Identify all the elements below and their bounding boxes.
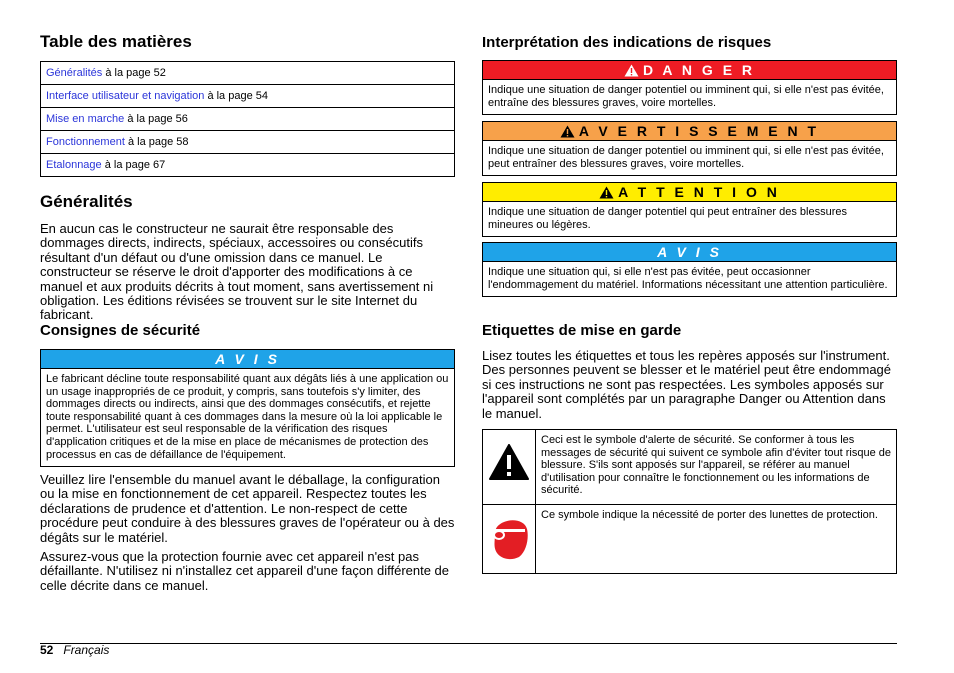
- notice-box: [482, 242, 897, 297]
- toc-row: [41, 131, 455, 154]
- toc-row: [41, 62, 455, 85]
- toc-page: à la page 54: [207, 90, 268, 102]
- symbol-glasses-text: Ce symbole indique la nécessité de porter des lunettes de protection.: [536, 505, 897, 574]
- toc-link-etalonnage[interactable]: Etalonnage: [46, 159, 102, 171]
- notice-text: Indique une situation qui, si elle n'est pas évitée, peut occasionner l'endommagement du matériel. Informations nécessitant une attention particulière.: [488, 266, 888, 291]
- toc-page: à la page 56: [127, 113, 188, 125]
- symbol-row: [483, 505, 897, 574]
- footer-language: Français: [63, 643, 110, 657]
- consignes-avis-box: [40, 349, 455, 467]
- toc-row: [41, 154, 455, 177]
- consignes-para-2: Assurez-vous que la protection fournie avec cet appareil n'est pas défaillante. N'utilisez ni n'installez cet appareil d'une façon différente de celle décrite dans ce manuel.: [40, 549, 450, 593]
- page-number: 52: [40, 643, 54, 657]
- footer-divider: [40, 643, 897, 644]
- warning-triangle-icon: [599, 186, 614, 199]
- symbol-row: [483, 430, 897, 505]
- warning-box: [482, 121, 897, 176]
- toc-page: à la page 58: [127, 136, 189, 148]
- risques-title: Interprétation des indications de risques: [482, 34, 772, 51]
- toc-link-generalites[interactable]: Généralités: [46, 67, 103, 79]
- toc-page: à la page 67: [104, 159, 166, 171]
- avis-header: A V I S: [41, 350, 454, 369]
- warning-triangle-icon: [560, 125, 575, 138]
- warning-header: [483, 122, 896, 141]
- consignes-title: Consignes de sécurité: [40, 322, 201, 339]
- generalites-title: Généralités: [40, 192, 133, 211]
- warning-triangle-icon: [624, 64, 639, 77]
- footer: [40, 644, 109, 656]
- etiquettes-text: Lisez toutes les étiquettes et tous les repères apposés sur l'instrument. Des personnes peuvent se blesser et le matériel peut être endommagé si ces instructions ne sont pas respectées. Les symboles apposés sur l'appareil sont complétés par un paragraphe Danger ou Attention dans le manuel.: [482, 348, 892, 421]
- caution-label: A T T E N T I O N: [618, 184, 780, 200]
- consignes-para-1: Veuillez lire l'ensemble du manuel avant le déballage, la configuration ou la mise en fonctionnement de cet appareil. Respectez toutes les déclarations de prudence et d'attention. Le non-respect de cette procédure peut conduire à des blessures graves de l'opérateur ou à des dégâts sur le matériel.: [40, 472, 455, 545]
- generalites-text: En aucun cas le constructeur ne saurait être responsable des dommages directs, indirects, spéciaux, accessoires ou consécutifs résultant d'un défaut ou d'une omission dans ce manuel. Le constructeur se réserve le droit d'apporter des modifications à ce manuel et aux produits décrits à tout moment, sans avertissement ni obligation. Les éditions révisées se trouvent sur le site Internet du fabricant.: [40, 221, 434, 323]
- safety-glasses-icon: [487, 511, 531, 561]
- avis-text: Le fabricant décline toute responsabilité quant aux dégâts liés à une application ou un usage inappropriés de ce produit, y compris, sans toutefois s'y limiter, des dommages directs ou indirects, ainsi que des dommages consécutifs, et rejette toute responsabilité quant à ces dommages dans la mesure où la loi applicable le permet. L'utilisateur est seul responsable de la vérification des risques d'application critiques et de la mise en place de mécanismes de protection des processus en cas de défaillance de l'équipement.: [46, 373, 449, 461]
- toc-row: [41, 85, 455, 108]
- safety-alert-icon: [489, 444, 529, 480]
- toc-page: à la page 52: [105, 67, 166, 79]
- toc-link-fonctionnement[interactable]: Fonctionnement: [46, 136, 125, 148]
- danger-label: D A N G E R: [642, 62, 756, 78]
- warning-label: A V E R T I S S E M E N T: [578, 123, 820, 139]
- etiquettes-title: Etiquettes de mise en garde: [482, 322, 682, 339]
- danger-box: [482, 60, 897, 115]
- warning-text: Indique une situation de danger potentiel ou imminent qui, si elle n'est pas évitée, peut entraîner des blessures graves, voire mortelles.: [488, 145, 884, 170]
- caution-text: Indique une situation de danger potentiel qui peut entraîner des blessures mineures ou légères.: [488, 206, 847, 231]
- toc-title: Table des matières: [40, 32, 192, 51]
- danger-header: [483, 61, 896, 80]
- notice-header: A V I S: [483, 243, 896, 262]
- symbols-table: [482, 429, 897, 574]
- danger-text: Indique une situation de danger potentiel ou imminent qui, si elle n'est pas évitée, entraîne des blessures graves, voire mortelles.: [488, 84, 884, 109]
- caution-box: [482, 182, 897, 237]
- toc-link-interface[interactable]: Interface utilisateur et navigation: [46, 90, 205, 102]
- toc-row: [41, 108, 455, 131]
- symbol-alert-text: Ceci est le symbole d'alerte de sécurité. Se conformer à tous les messages de sécurité qui suivent ce symbole afin d'éviter tout risque de blessure. S'ils sont apposés sur l'appareil, se référer au manuel d'utilisation pour connaître le fonctionnement ou les informations de sécurité.: [536, 430, 897, 505]
- toc-table: [40, 61, 455, 177]
- caution-header: [483, 183, 896, 202]
- toc-link-mise-en-marche[interactable]: Mise en marche: [46, 113, 125, 125]
